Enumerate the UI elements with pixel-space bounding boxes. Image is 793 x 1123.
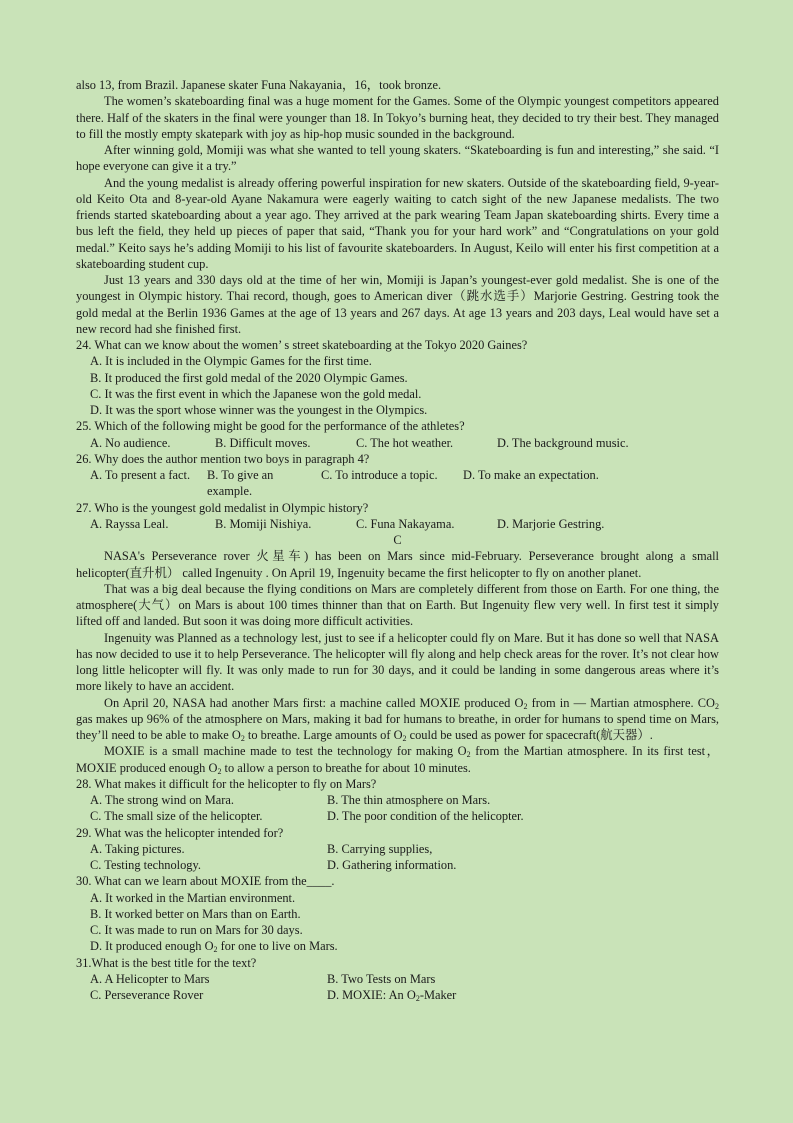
option: B. The thin atmosphere on Mars. [327, 793, 491, 807]
option-row [90, 467, 719, 500]
option: C. Testing technology. [90, 858, 201, 872]
option: D. The poor condition of the helicopter. [327, 809, 524, 824]
option: B. To give an example. [207, 468, 274, 499]
option-row [90, 841, 719, 857]
question-31: 31.What is the best title for the text? [76, 955, 257, 970]
option-row [90, 971, 719, 987]
option: B. Difficult moves. [215, 435, 311, 450]
option-row [90, 792, 719, 808]
option: C. To introduce a topic. [321, 468, 438, 482]
question-25: 25. Which of the following might be good for the performance of the athletes? [76, 419, 465, 434]
option: A. Rayssa Leal. [90, 516, 169, 531]
option: A. Taking pictures. [90, 841, 185, 856]
option: A. It is included in the Olympic Games for the first time. [90, 354, 372, 369]
option-row [90, 808, 719, 824]
paragraph: After winning gold, Momiji was what she wanted to tell young skaters. “Skateboarding is fun and interesting,” she said. “I hope everyone can give it a try.” [76, 143, 719, 174]
paragraph: On April 20, NASA had another Mars first: a machine called MOXIE produced $O_2$ from in — Martian atmosphere. $CO_2$ gas makes up 96% of the atmosphere on Mars, making it bad for humans to breathe, in order for humans to spend time on Mars, they’ll need to be able to make $O_2$ to breathe. Large amounts of $O_2$ could be used as power for spacecraft(航天器）. [76, 695, 719, 743]
option-row [90, 857, 719, 873]
option: B. Carrying supplies, [327, 841, 433, 856]
option: C. The hot weather. [356, 435, 454, 450]
paragraph: also 13, from Brazil. Japanese skater Funa Nakayania，16，took bronze. [76, 78, 442, 92]
option: C. Funa Nakayama. [356, 516, 455, 531]
paragraph: Just 13 years and 330 days old at the time of her win, Momiji is Japan’s youngest-ever gold medalist. She is one of the youngest in Olympic history. Thai record, though, goes to American diver（跳水选手）Marjorie Gestring. Gestring took the gold medal at the Berlin 1936 Games at the age of 13 years and 267 days. At age 13 years and 203 days, Leal would have set a new record had she finished first. [76, 273, 719, 336]
option: C. The small size of the helicopter. [90, 809, 263, 824]
option: B. It produced the first gold medal of the 2020 Olympic Games. [90, 370, 408, 385]
option: A. No audience. [90, 435, 171, 450]
paragraph: NASA's Perseverance rover 火星车) has been on Mars since mid-February. Perseverance brought along a small helicopter(直升机） called Ingenuity . On April 19, Ingenuity became the first helicopter to fly on another planet. [76, 549, 719, 580]
option: A. The strong wind on Mara. [90, 793, 234, 807]
option: D. To make an expectation. [463, 468, 599, 482]
option: A. It worked in the Martian environment. [90, 890, 296, 905]
question-28: 28. What makes it difficult for the helicopter to fly on Mars? [76, 776, 377, 791]
option: D. MOXIE: An $O_2$-Maker [327, 988, 457, 1003]
option: C. Perseverance Rover [90, 988, 204, 1002]
question-29: 29. What was the helicopter intended for? [76, 825, 284, 840]
question-24: 24. What can we know about the women’ s street skateboarding at the Tokyo 2020 Gaines? [76, 338, 528, 352]
option-row [90, 435, 719, 451]
option: B. Two Tests on Mars [327, 971, 436, 986]
option: C. It was made to run on Mars for 30 days. [90, 923, 303, 937]
question-27: 27. Who is the youngest gold medalist in Olympic history? [76, 500, 369, 515]
option: C. It was the first event in which the Japanese won the gold medal. [90, 386, 422, 401]
paragraph: The women’s skateboarding final was a huge moment for the Games. Some of the Olympic youngest competitors appeared there. Half of the skaters in the final were younger than 18. In Tokyo’s burning heat, they decided to try their best. They managed to fill the mostly empty skatepark with joy as hip-hop music sounded in the background. [76, 94, 719, 141]
option: A. To present a fact. [90, 468, 191, 482]
option: A. A Helicopter to Mars [90, 971, 210, 986]
option: D. Marjorie Gestring. [497, 516, 605, 531]
option: D. It produced enough $O_2$ for one to live on Mars. [90, 939, 338, 955]
paragraph: Ingenuity was Planned as a technology lest, just to see if a helicopter could fly on Mare. But it has done so well that NASA has now decided to use it to help Perseverance. The helicopter will fly along and help check areas for the rover. It’s not clear how long little helicopter will fly. It was only made to run for 30 days, and it could be landing in some dangerous areas where it’s more likely to have an accident. [76, 630, 719, 694]
question-30: 30. What can we learn about MOXIE from the____. [76, 874, 335, 889]
question-26: 26. Why does the author mention two boys in paragraph 4? [76, 451, 370, 466]
option-row [90, 516, 719, 532]
paragraph: That was a big deal because the flying conditions on Mars are completely different from those on Earth. For one thing, the atmosphere(大气）on Mars is about 100 times thinner than that on Earth. But Ingenuity flew very well. In first test it simply lifted off and landed. But soon it was doing more difficult activities. [76, 581, 719, 629]
option-row [90, 987, 719, 1003]
paragraph: MOXIE is a small machine made to test the technology for making $O_2$ from the Martian atmosphere. In its first test，MOXIE produced enough $O_2$ to allow a person to breathe for about 10 minutes. [76, 744, 719, 776]
paragraph: And the young medalist is already offering powerful inspiration for new skaters. Outside of the skateboarding field, 9-year-old Keito Ota and 8-year-old Ayane Nakamura were eagerly waiting to catch sight of the new Japanese medalists. The two friends started skateboarding about a year ago. They arrived at the park wearing Team Japan skateboarding shirts. Every time a bus left the field, they held up pieces of paper that said, “Thank you for your hard work” and “Congratulations on your gold medal.” Keito says he’s adding Momiji to his list of favourite skateboarders. In August, Keilo will enter his first competition at a skateboarding student cup. [76, 175, 719, 271]
option: B. Momiji Nishiya. [215, 516, 312, 531]
option: D. It was the sport whose winner was the youngest in the Olympics. [90, 403, 428, 417]
option: D. Gathering information. [327, 858, 457, 872]
section-label: C [393, 533, 402, 547]
option: B. It worked better on Mars than on Earth. [90, 906, 301, 921]
option: D. The background music. [497, 435, 629, 450]
